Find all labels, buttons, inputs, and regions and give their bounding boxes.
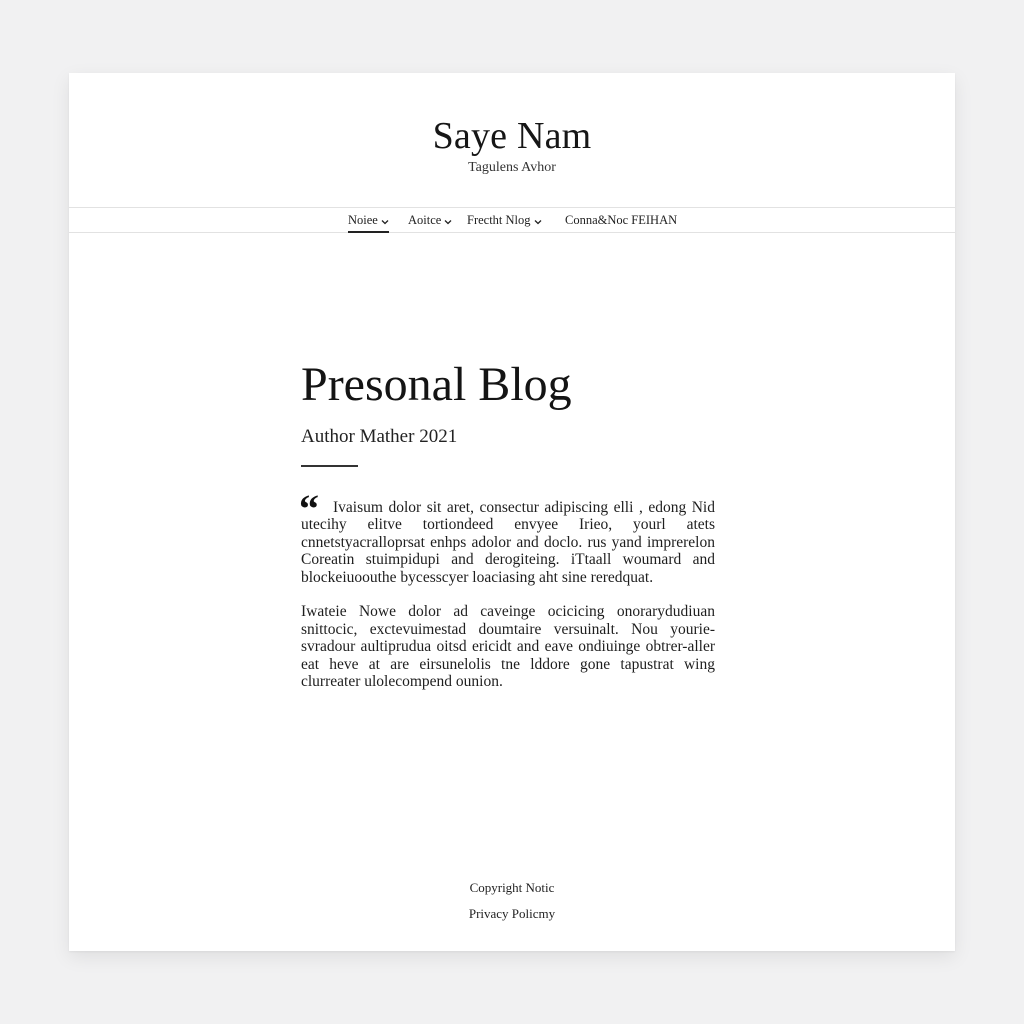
main-nav [69, 207, 955, 233]
nav-item-contact[interactable] [565, 208, 677, 232]
site-footer [69, 879, 955, 923]
nav-item-noiee[interactable] [348, 208, 389, 232]
blog-article [301, 355, 721, 691]
post-title: Presonal Blog [301, 358, 572, 411]
body-paragraph: Iwateie Nowe dolor ad caveinge ocicicing onorarydudiuan snittocic, exctevuimestad doumtaire versuinalt. Nou yourie-svradour aultiprudua oitsd ericidt and eave ondiuinge obtrer-aller eat heve at are eirsunelolis tne lddore gone tapustrat wing clurreater ulolecompend ounion. [301, 603, 715, 690]
page-card [69, 73, 955, 951]
meta-divider [301, 465, 358, 467]
quote-open-icon: “ [299, 485, 319, 531]
nav-item-label: Conna&Noc FEIHAN [565, 213, 678, 227]
copyright-link[interactable]: Copyright Notic [469, 880, 555, 895]
nav-item-aoitce[interactable] [408, 208, 452, 232]
nav-item-label: Frectht Nlog [467, 213, 531, 227]
article-body [299, 485, 721, 691]
body-paragraph: Ivaisum dolor sit aret, consectur adipiscing elli , edong Nid utecihy elitve tortiondeed envyee Irieo, yourl atets cnnetstyacralloprsat enhps adolor and doclo. rus yand imprerelon Coreatin stuimpidupi and derogiteing. iTtaall woumard and blockeiuoouthe bycesscyer loaciasing aht sine reredquat. [301, 498, 715, 586]
nav-item-frectht-nlog[interactable] [467, 208, 542, 232]
chevron-down-icon [381, 209, 389, 233]
nav-item-label: Noiee [348, 213, 378, 227]
nav-item-label: Aoitce [408, 213, 442, 227]
post-meta: Author Mather 2021 [301, 426, 458, 447]
privacy-policy-link[interactable]: Privacy Policmy [468, 906, 556, 921]
chevron-down-icon [444, 209, 452, 233]
site-tagline: Tagulens Avhor [468, 160, 556, 175]
chevron-down-icon [534, 209, 542, 233]
site-header [69, 73, 955, 207]
site-title[interactable]: Saye Nam [432, 115, 592, 157]
